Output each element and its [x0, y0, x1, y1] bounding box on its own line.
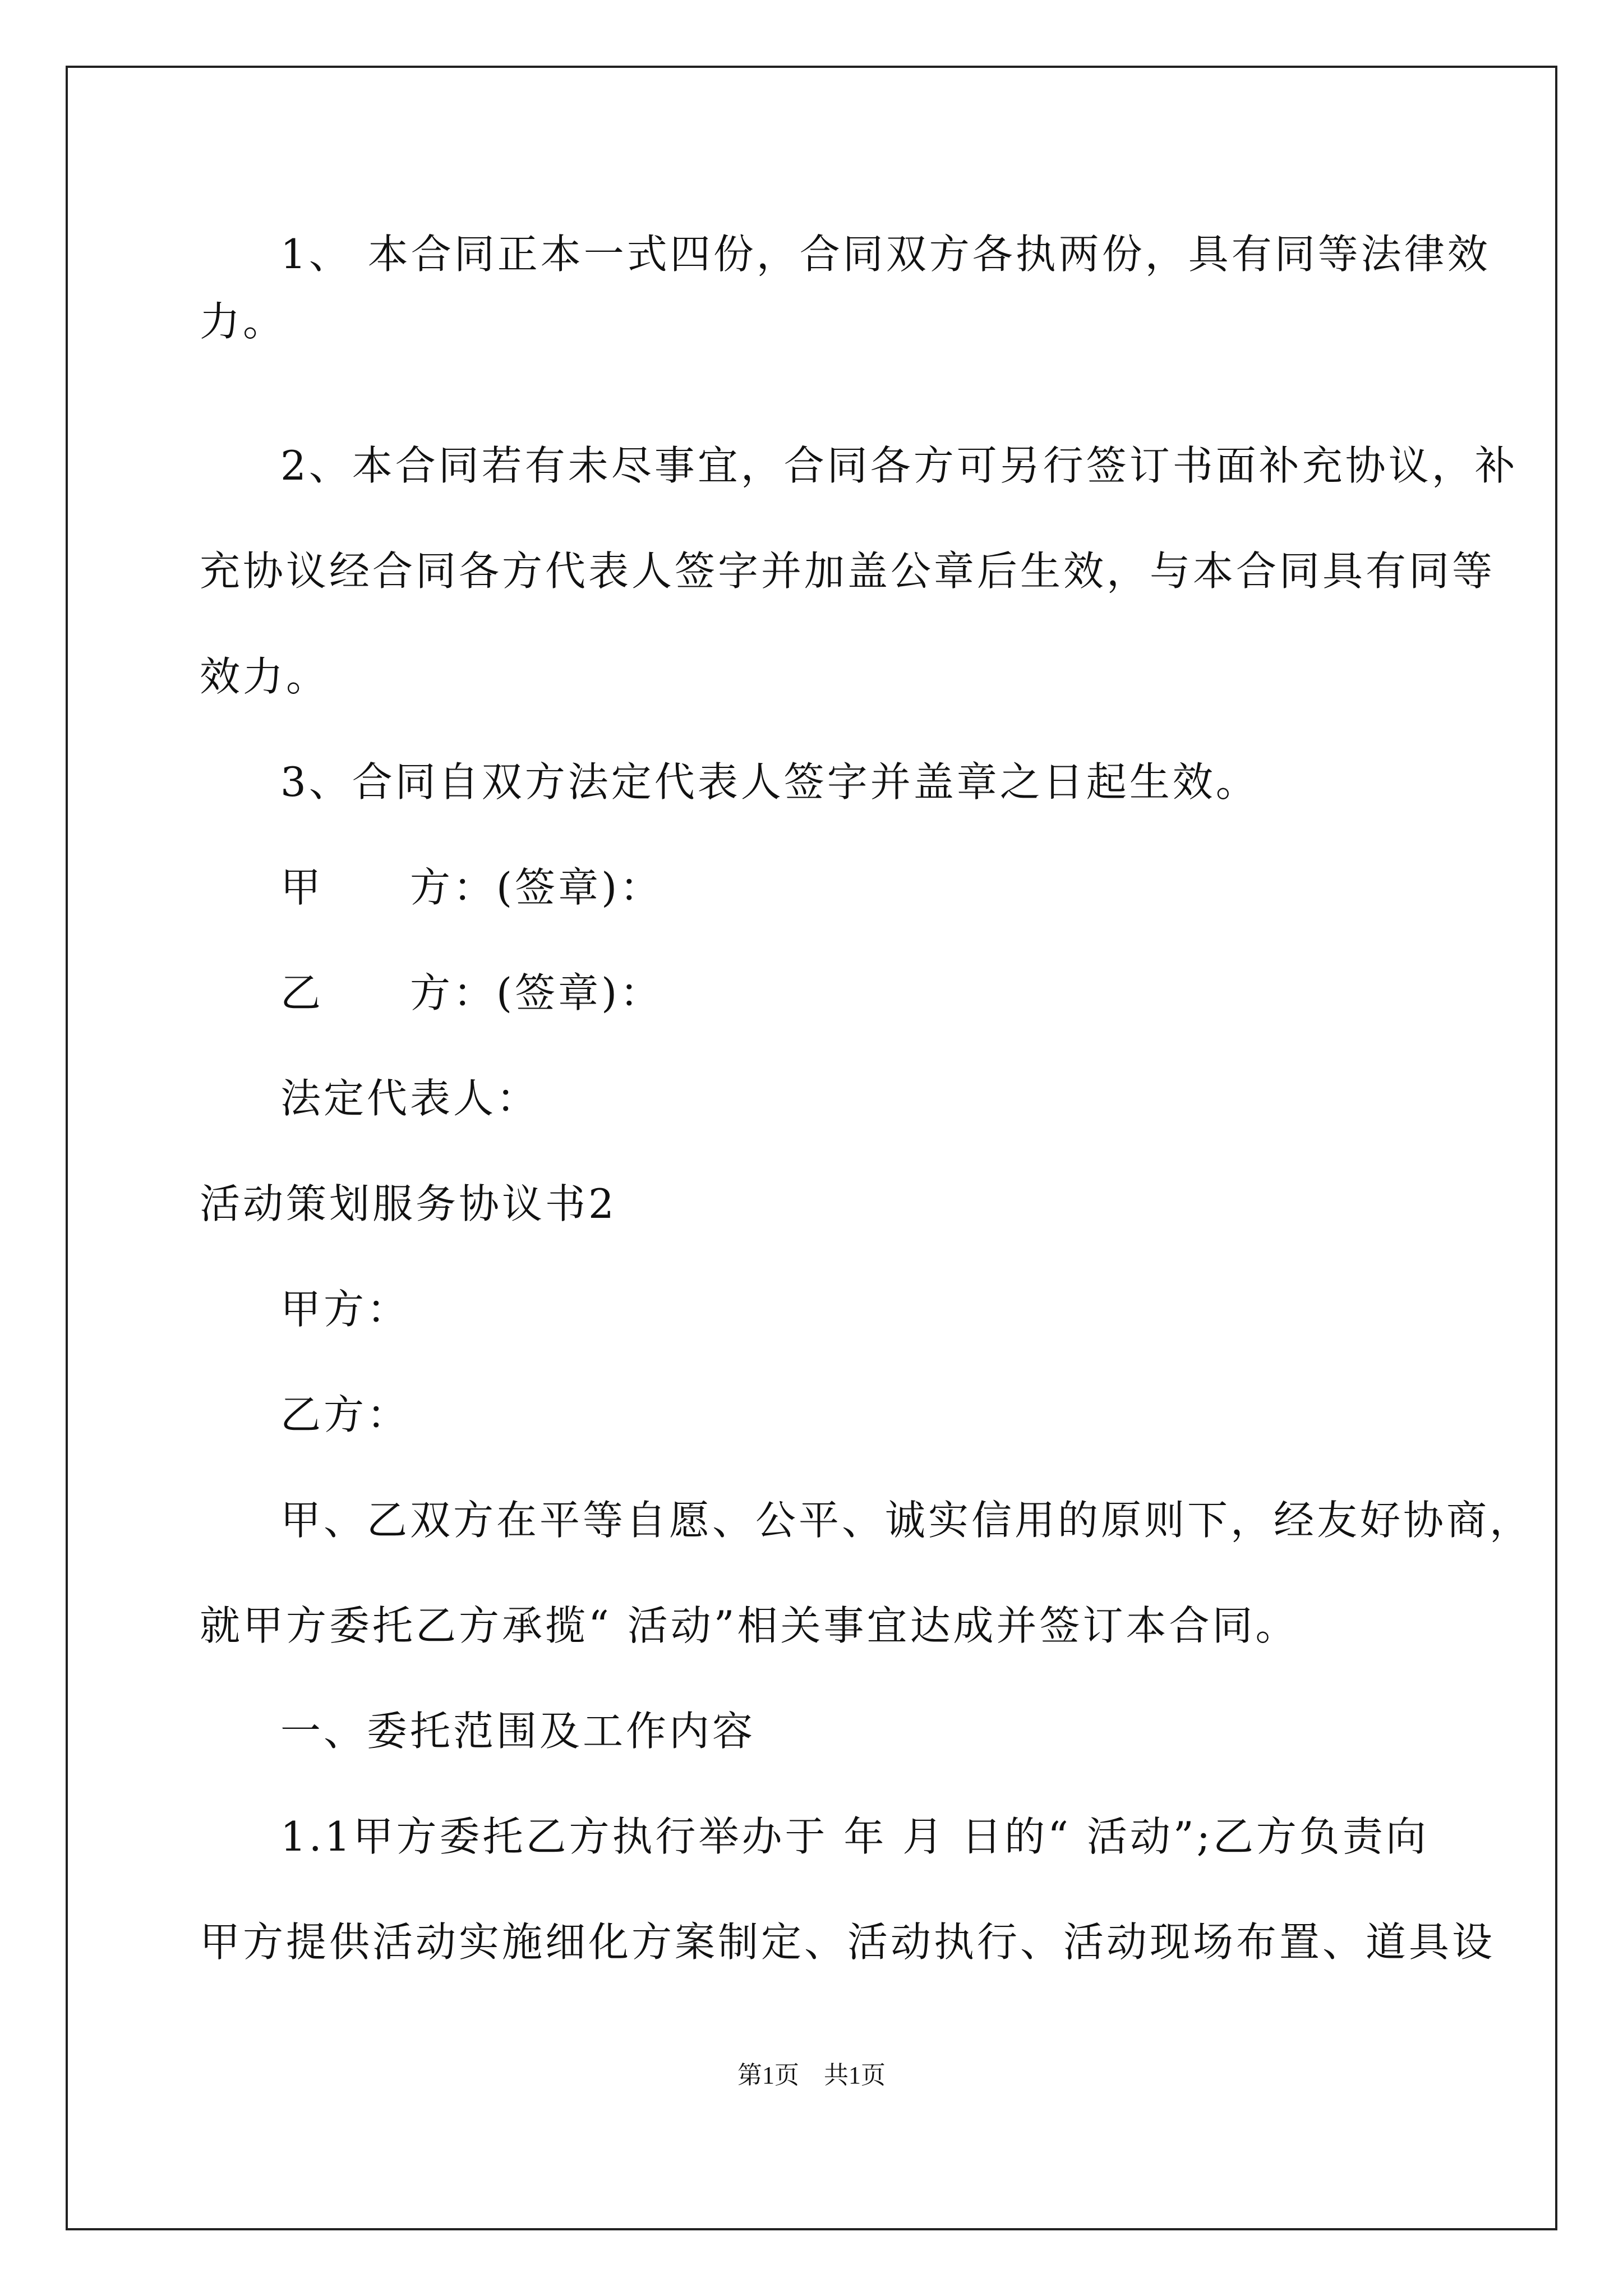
text-line: 甲方：	[280, 1286, 411, 1333]
text-line: 2、本合同若有未尽事宜，合同各方可另行签订书面补充协议，补	[280, 442, 1518, 489]
text-line: 甲、乙双方在平等自愿、公平、诚实信用的原则下，经友好协商，	[280, 1497, 1533, 1544]
text-line: 乙方：	[280, 1391, 411, 1438]
text-line: 甲方提供活动实施细化方案制定、活动执行、活动现场布置、道具设	[200, 1918, 1496, 1966]
section-heading: 活动策划服务协议书2	[200, 1180, 617, 1227]
text-line: 就甲方委托乙方承揽“ 活动”相关事宜达成并签订本合同。	[200, 1602, 1299, 1649]
text-line: 乙 方：(签章)：	[280, 969, 663, 1016]
page-footer: 第1页 共1页	[737, 2062, 886, 2089]
text-line: 1.1甲方委托乙方执行举办于 年 月 日的“ 活动”;乙方负责向	[280, 1813, 1429, 1860]
text-line: 1、 本合同正本一式四份，合同双方各执两份，具有同等法律效	[280, 231, 1491, 278]
text-line: 法定代表人：	[280, 1075, 540, 1122]
text-line: 甲 方：(签章)：	[280, 864, 663, 911]
text-line: 充协议经合同各方代表人签字并加盖公章后生效，与本合同具有同等	[200, 547, 1496, 595]
text-line: 一、委托范围及工作内容	[280, 1708, 756, 1755]
text-line: 3、合同自双方法定代表人签字并盖章之日起生效。	[280, 758, 1259, 806]
text-line: 力。	[200, 298, 287, 345]
text-line: 效力。	[200, 653, 330, 700]
